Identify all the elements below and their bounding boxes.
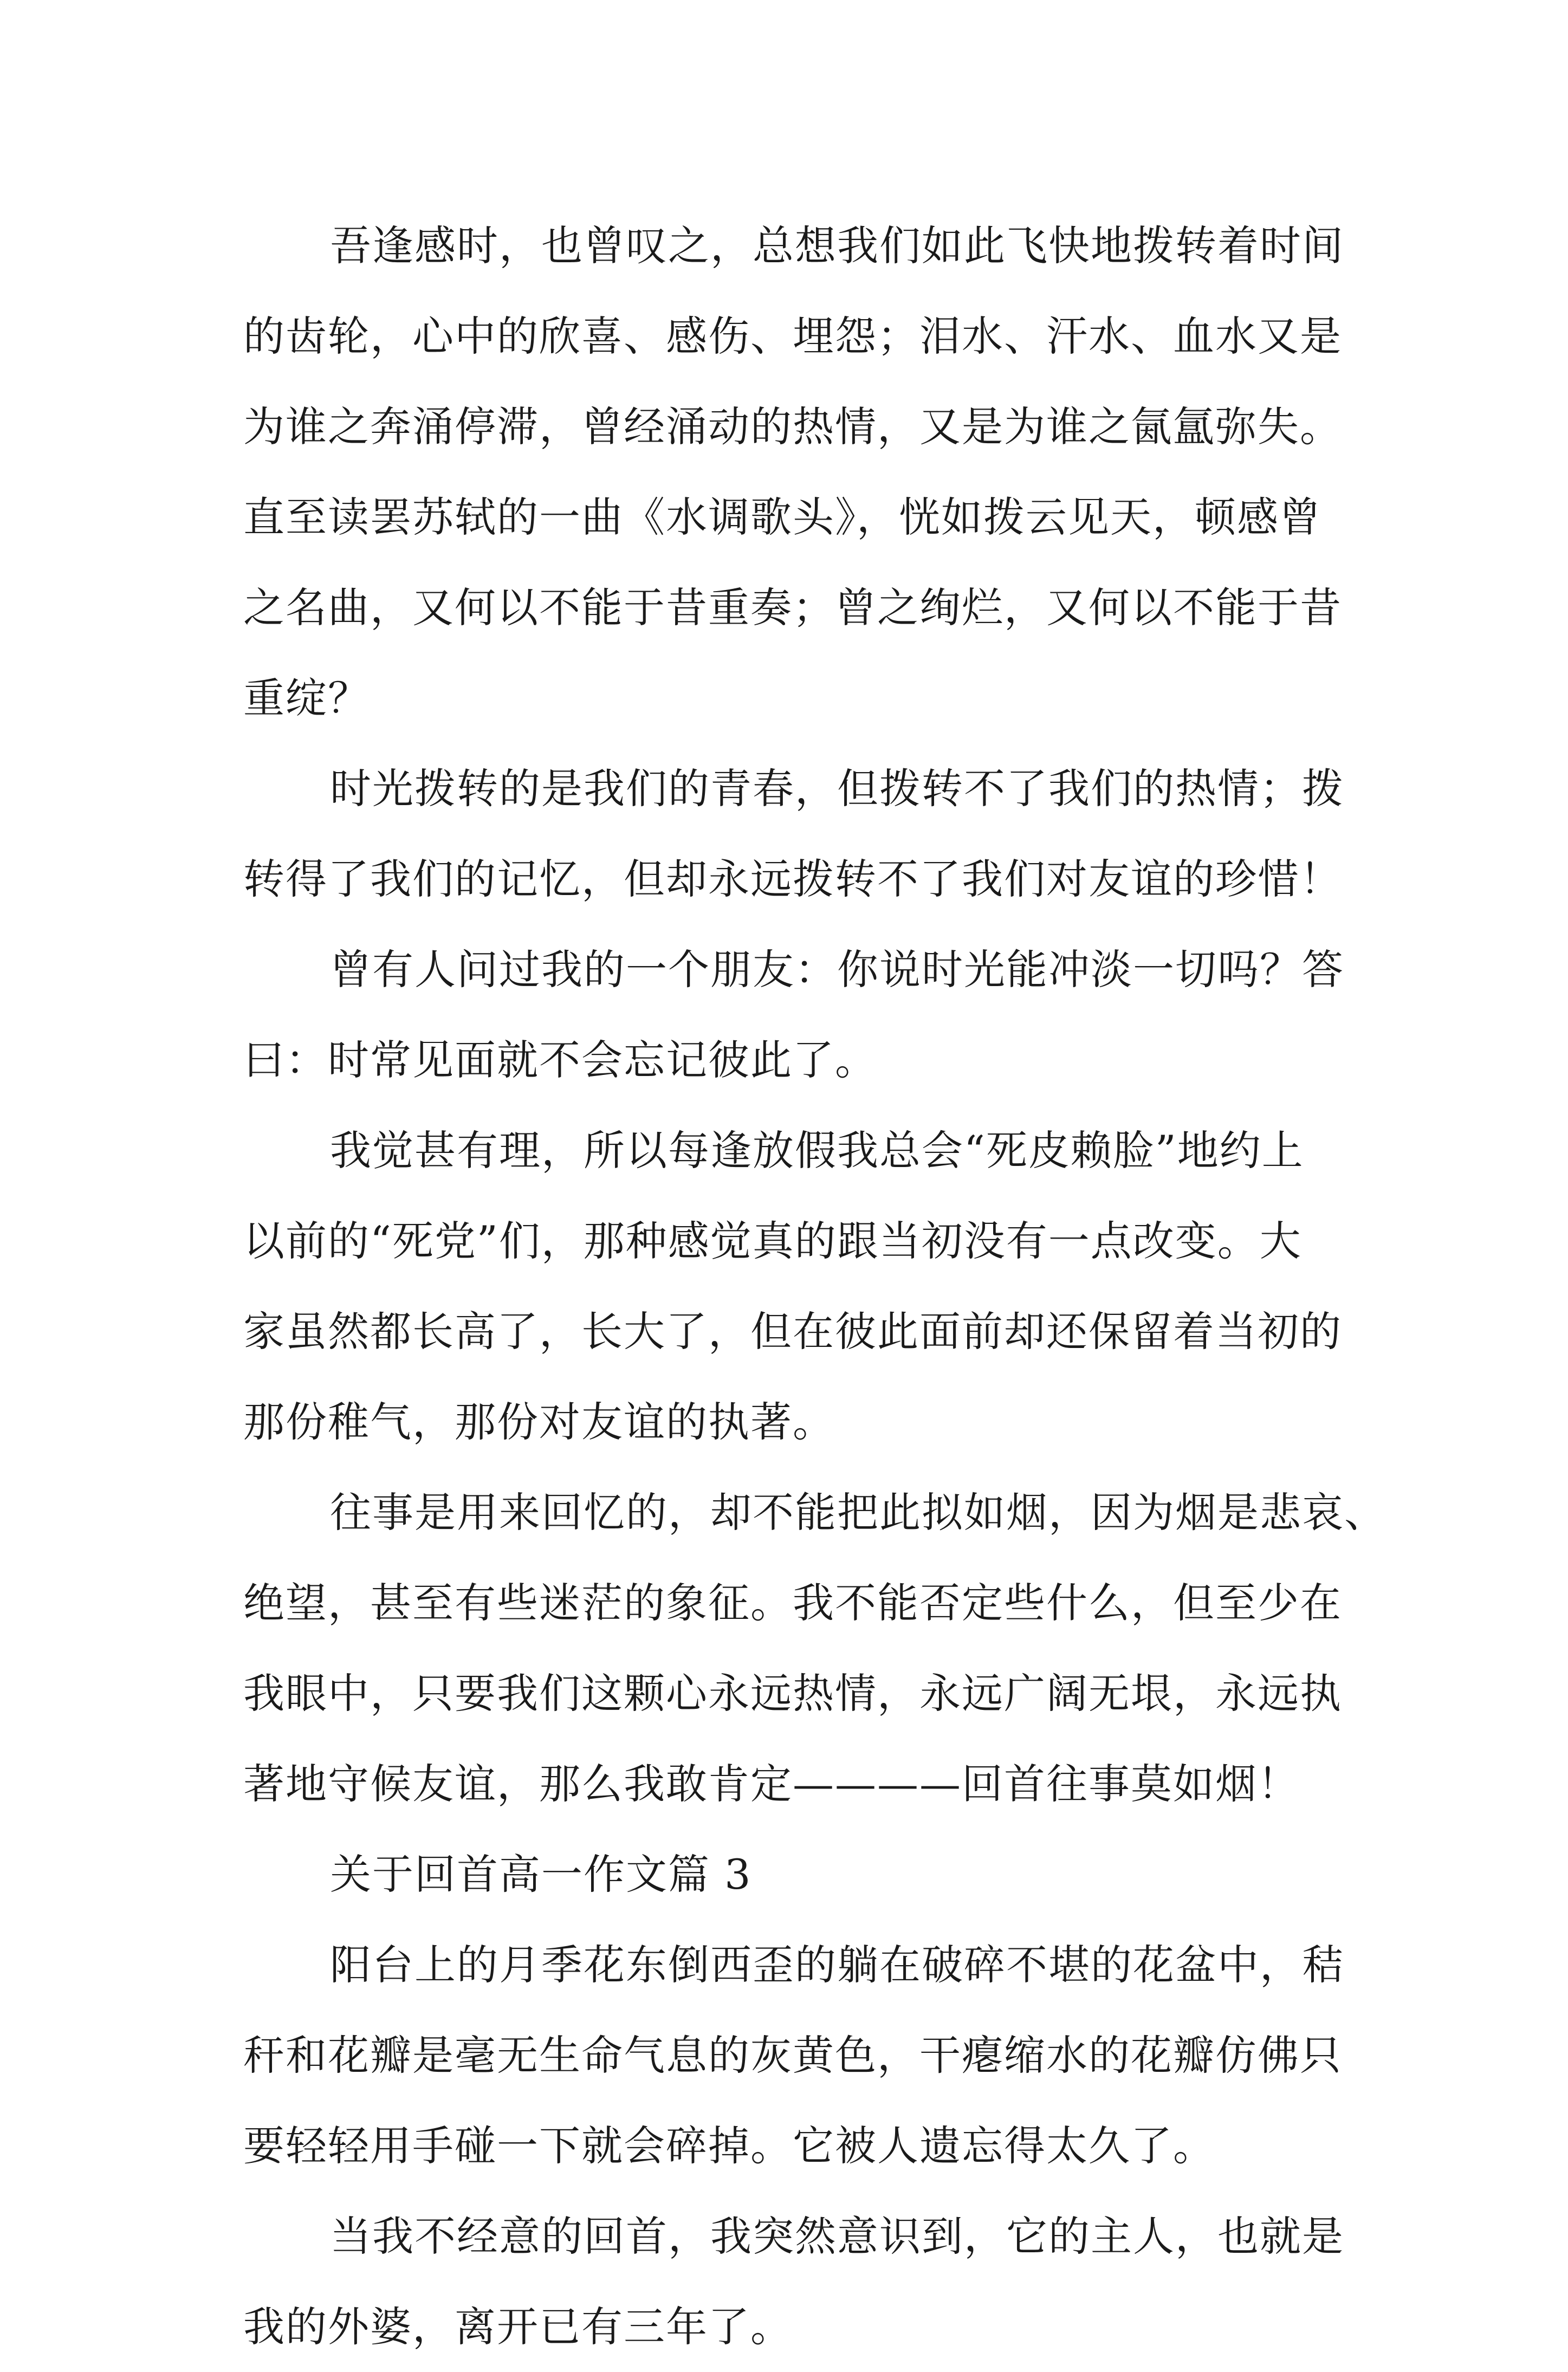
text-line: 为谁之奔涌停滞，曾经涌动的热情，又是为谁之氤氲弥失。 [243, 403, 1342, 451]
text-line: 吾逢感时，也曾叹之，总想我们如此飞快地拨转着时间 [330, 222, 1344, 270]
text-line: 家虽然都长高了，长大了，但在彼此面前却还保留着当初的 [243, 1307, 1342, 1356]
paragraph-7 [243, 2191, 1354, 2372]
paragraph-3 [243, 924, 1354, 1105]
text-line: 以前的“死党”们，那种感觉真的跟当初没有一点改变。大 [243, 1217, 1302, 1265]
section-heading [243, 1829, 1354, 1920]
text-line: 秆和花瓣是毫无生命气息的灰黄色，干瘪缩水的花瓣仿佛只 [243, 2031, 1342, 2079]
text-line: 直至读罢苏轼的一曲《水调歌头》，恍如拨云见天，顿感曾 [243, 493, 1321, 541]
heading-line: 关于回首高一作文篇 3 [330, 1850, 752, 1898]
text-line: 重绽？ [243, 674, 370, 722]
text-line: 著地守候友谊，那么我敢肯定————回首往事莫如烟！ [243, 1760, 1300, 1808]
text-line: 阳台上的月季花东倒西歪的躺在破碎不堪的花盆中，秸 [330, 1941, 1344, 1989]
paragraph-5 [243, 1467, 1386, 1829]
text-line: 我的外婆，离开已有三年了。 [243, 2303, 793, 2351]
text-line: 曰：时常见面就不会忘记彼此了。 [243, 1036, 877, 1084]
text-line: 那份稚气，那份对友谊的执著。 [243, 1398, 835, 1446]
text-line: 转得了我们的记忆，但却永远拨转不了我们对友谊的珍惜！ [243, 855, 1342, 903]
text-line: 之名曲，又何以不能于昔重奏；曾之绚烂，又何以不能于昔 [243, 584, 1342, 632]
paragraph-4 [243, 1105, 1354, 1467]
text-line: 曾有人问过我的一个朋友：你说时光能冲淡一切吗？答 [330, 945, 1344, 994]
paragraph-1 [243, 200, 1354, 743]
paragraph-6 [243, 1920, 1354, 2191]
text-line: 绝望，甚至有些迷茫的象征。我不能否定些什么，但至少在 [243, 1579, 1342, 1627]
text-line: 我眼中，只要我们这颗心永远热情，永远广阔无垠，永远执 [243, 1669, 1342, 1718]
text-line: 要轻轻用手碰一下就会碎掉。它被人遗忘得太久了。 [243, 2122, 1215, 2170]
text-line: 往事是用来回忆的，却不能把此拟如烟，因为烟是悲哀、 [330, 1488, 1386, 1537]
text-line: 我觉甚有理，所以每逢放假我总会“死皮赖脸”地约上 [330, 1126, 1304, 1175]
text-line: 当我不经意的回首，我突然意识到，它的主人，也就是 [330, 2212, 1344, 2260]
paragraph-2 [243, 743, 1354, 924]
text-line: 的齿轮，心中的欣喜、感伤、埋怨；泪水、汗水、血水又是 [243, 312, 1342, 360]
document-body [243, 200, 1386, 2372]
text-line: 时光拨转的是我们的青春，但拨转不了我们的热情；拨 [330, 764, 1344, 813]
